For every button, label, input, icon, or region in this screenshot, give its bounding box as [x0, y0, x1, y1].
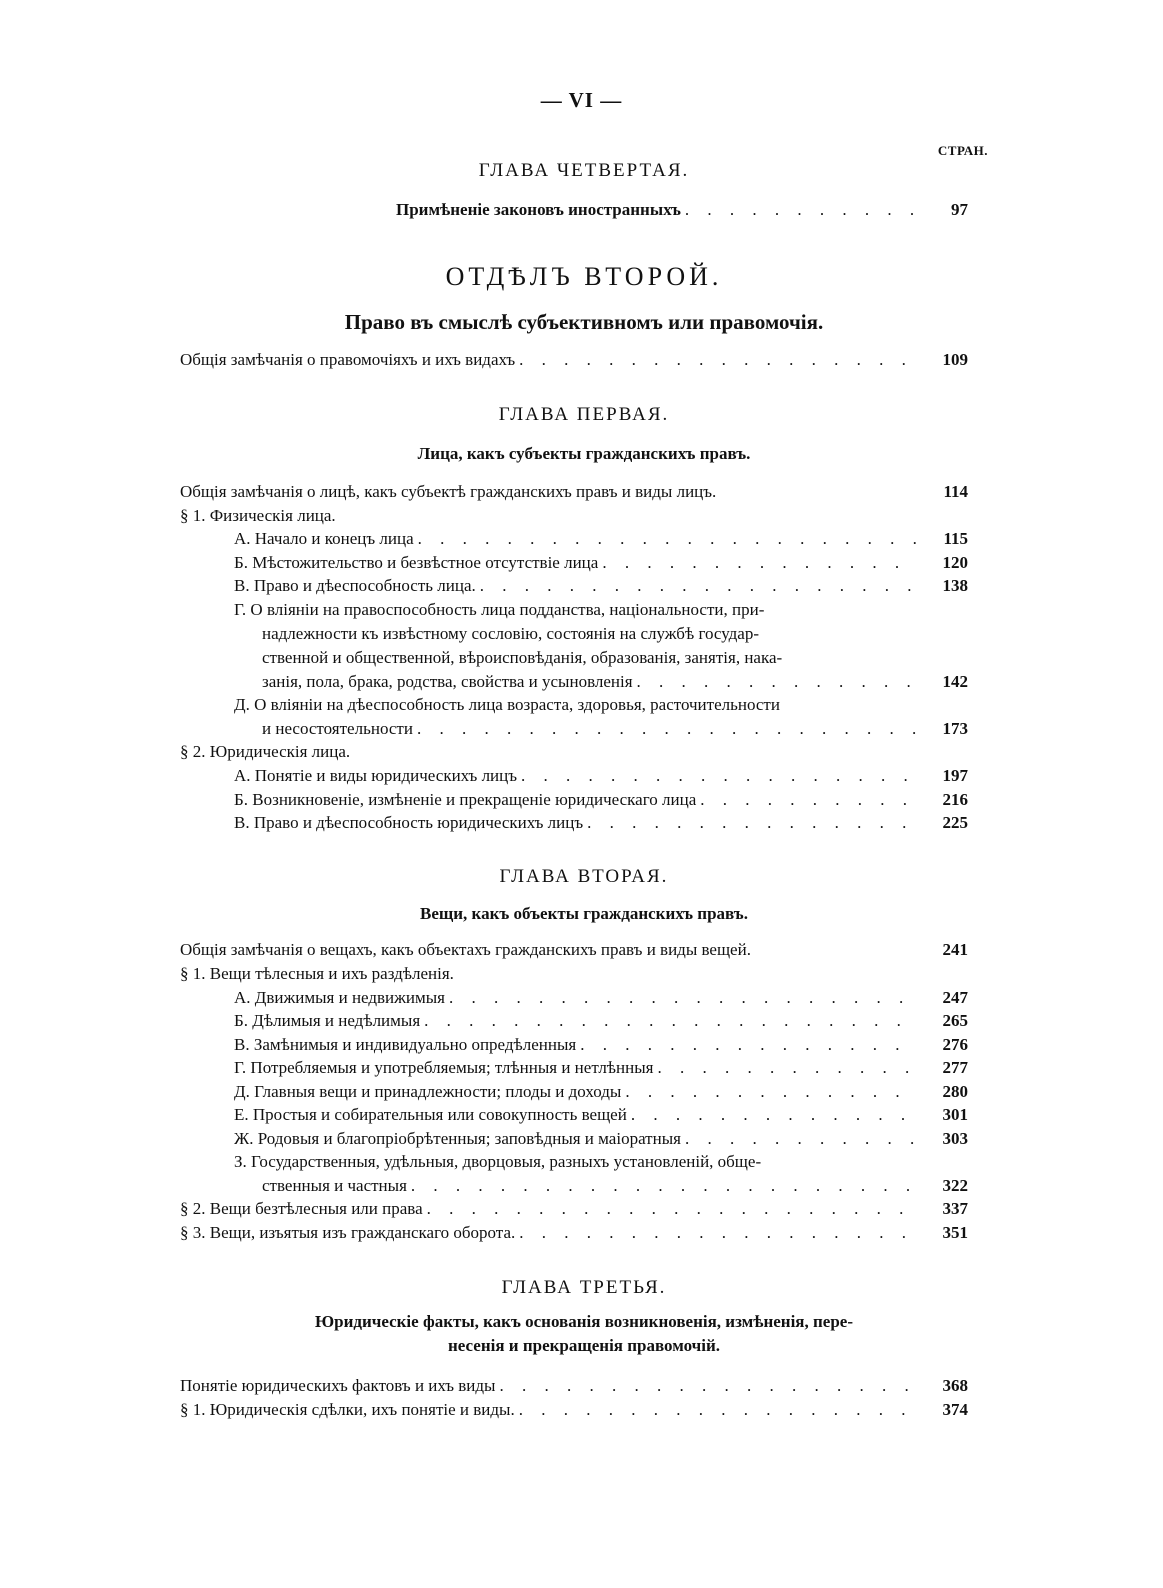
toc-entry-line: З. Государственныя, удѣльныя, дворцовыя, разныхъ установленій, обще-	[234, 1152, 762, 1171]
toc-entry: В. Право и дѣеспособность лица. . . . 138	[234, 574, 968, 598]
section-title: § 1. Физическія лица.	[180, 506, 336, 525]
toc-entry: Примѣненіе законовъ иностранныхъ . . . 97	[396, 198, 968, 222]
toc-entry: А. Понятіе и виды юридическихъ лицъ . . . 197	[234, 764, 968, 788]
toc-entry-line: ственной и общественной, вѣроисповѣданія, образованія, занятія, нака-	[262, 648, 783, 667]
toc-entry: и несостоятельности . . . 173	[262, 717, 968, 741]
page-column-label: СТРАН.	[937, 143, 988, 158]
chapter-three-subtitle-line: Юридическіе факты, какъ основанія возникновенія, измѣненія, пере-	[314, 1312, 854, 1331]
toc-entry: В. Право и дѣеспособность юридическихъ лицъ . . . 225	[234, 811, 968, 835]
chapter-two-title: ГЛАВА ВТОРАЯ.	[499, 866, 669, 887]
toc-entry: Ж. Родовыя и благопріобрѣтенныя; заповѣдныя и маіоратныя . . . 303	[234, 1127, 968, 1151]
chapter-four-title: ГЛАВА ЧЕТВЕРТАЯ.	[478, 160, 690, 181]
chapter-two-subtitle: Вещи, какъ объекты гражданскихъ правъ.	[420, 904, 748, 923]
toc-entry: Общія замѣчанія о вещахъ, какъ объектахъ гражданскихъ правъ и виды вещей. 241	[180, 940, 968, 959]
toc-entry: ственныя и частныя . . . 322	[262, 1174, 968, 1198]
toc-entry: занія, пола, брака, родства, свойства и усыновленія . . . 142	[262, 670, 968, 694]
toc-entry: А. Движимыя и недвижимыя . . . 247	[234, 986, 968, 1010]
chapter-one-subtitle: Лица, какъ субъекты гражданскихъ правъ.	[417, 444, 751, 463]
section-title: § 2. Юридическія лица.	[180, 742, 351, 761]
toc-entry: А. Начало и конецъ лица . . . 115	[234, 527, 968, 551]
chapter-three-title: ГЛАВА ТРЕТЬЯ.	[501, 1277, 667, 1298]
toc-entry: Общія замѣчанія о лицѣ, какъ субъектѣ гражданскихъ правъ и виды лицъ. 114	[180, 482, 968, 501]
chapter-three-subtitle-line: несенія и прекращенія правомочій.	[447, 1336, 721, 1355]
chapter-one-title: ГЛАВА ПЕРВАЯ.	[498, 404, 670, 425]
part-two-subtitle: Право въ смыслѣ субъективномъ или правомочія.	[344, 310, 824, 334]
toc-entry-line: Г. О вліяніи на правоспособность лица подданства, національности, при-	[234, 600, 765, 619]
toc-entry: § 2. Вещи безтѣлесныя или права . . . 337	[180, 1197, 968, 1221]
toc-entry: Е. Простыя и собирательныя или совокупность вещей . . . 301	[234, 1103, 968, 1127]
toc-entry: Б. Возникновеніе, измѣненіе и прекращеніе юридическаго лица . . . 216	[234, 788, 968, 812]
toc-entry: Г. Потребляемыя и употребляемыя; тлѣнныя и нетлѣнныя . . . 277	[234, 1056, 968, 1080]
toc-entry: Понятіе юридическихъ фактовъ и ихъ виды . . . 368	[180, 1374, 968, 1398]
toc-entry-line: Д. О вліяніи на дѣеспособность лица возраста, здоровья, расточительности	[234, 695, 780, 714]
toc-entry: Б. Мѣстожительство и безвѣстное отсутствіе лица . . . 120	[234, 551, 968, 575]
part-two-title: ОТДѢЛЪ ВТОРОЙ.	[445, 262, 723, 291]
toc-entry: § 3. Вещи, изъятыя изъ гражданскаго оборота. . . . 351	[180, 1221, 968, 1245]
page-number: — VI —	[540, 88, 623, 112]
toc-entry: Д. Главныя вещи и принадлежности; плоды и доходы . . . 280	[234, 1080, 968, 1104]
toc-entry: Б. Дѣлимыя и недѣлимыя . . . 265	[234, 1009, 968, 1033]
toc-entry: В. Замѣнимыя и индивидуально опредѣленныя . . . 276	[234, 1033, 968, 1057]
toc-entry: Общія замѣчанія о правомочіяхъ и ихъ видахъ . . . 109	[180, 348, 968, 372]
toc-entry: § 1. Юридическія сдѣлки, ихъ понятіе и виды. . . . 374	[180, 1398, 968, 1422]
section-title: § 1. Вещи тѣлесныя и ихъ раздѣленія.	[180, 964, 454, 983]
toc-entry-line: надлежности къ извѣстному сословію, состоянія на службѣ государ-	[262, 624, 760, 643]
